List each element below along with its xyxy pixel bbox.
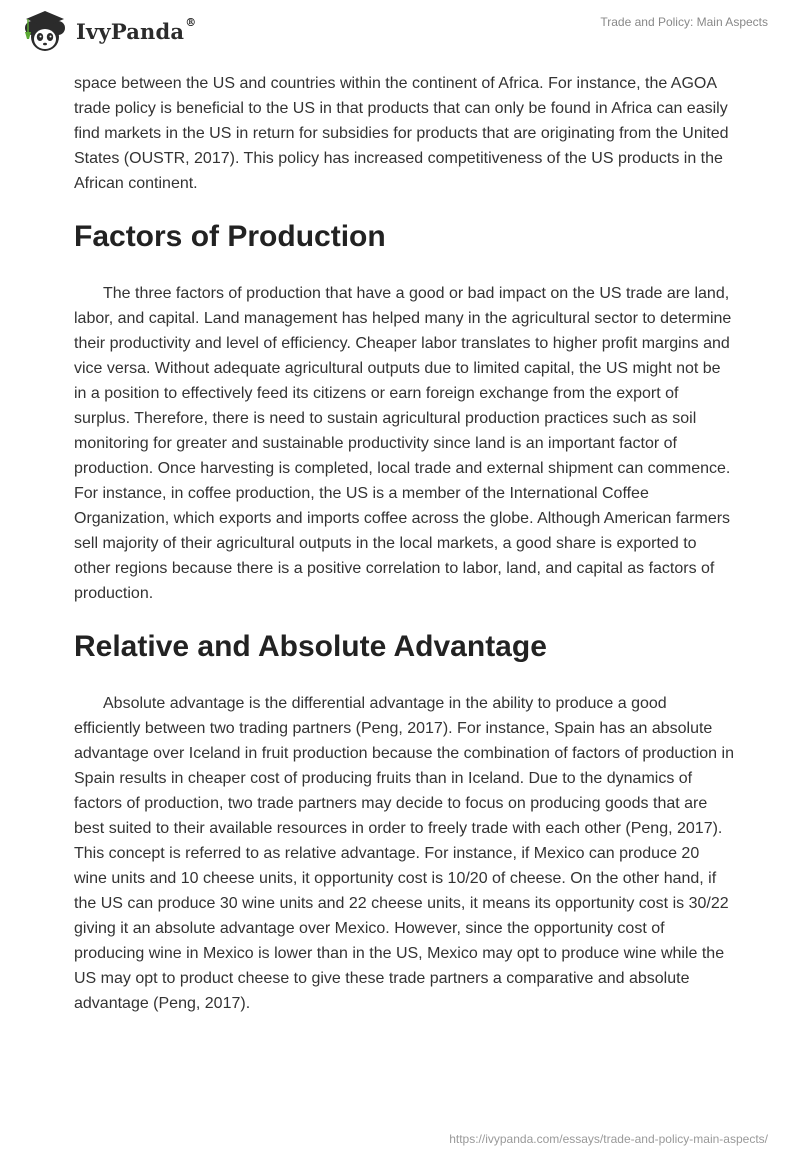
section-paragraph-factors-of-production: The three factors of production that have a good or bad impact on the US trade are land, labor, and capital. Land management has helped many in the agricultural sector to determine their productivity and level of efficiency. Cheaper labor translates to higher profit margins and vice versa. Without adequate agricultural outputs due to limited capital, the US might not be in a position to effectively feed its citizens or earn foreign exchange from the export of surplus. Therefore, there is need to sustain agricultural production practices such as soil monitoring for greater and sustainable productivity since land is an important factor of production. Once harvesting is completed, local trade and external shipment can commence. For instance, in coffee production, the US is a member of the International Coffee Organization, which exports and imports coffee across the globe. Although American farmers sell majority of their agricultural outputs in the local markets, a good share is exported to other regions because there is a positive correlation to labor, land, and capital as factors of production. bbox=[74, 285, 732, 602]
section-heading-relative-absolute-advantage: Relative and Absolute Advantage bbox=[74, 630, 547, 663]
page-header bbox=[0, 0, 800, 70]
ivypanda-logo[interactable] bbox=[14, 8, 196, 54]
panda-graduate-logo-icon bbox=[14, 8, 72, 54]
document-title: Trade and Policy: Main Aspects bbox=[600, 15, 768, 29]
section-heading-factors-of-production: Factors of Production bbox=[74, 220, 386, 253]
source-url-link[interactable]: https://ivypanda.com/essays/trade-and-policy-main-aspects/ bbox=[449, 1132, 768, 1146]
intro-paragraph: space between the US and countries within the continent of Africa. For instance, the AGOA trade policy is beneficial to the US in that products that can only be found in Africa can easily find markets in the US in return for subsidies for products that are originating from the United States (OUSTR, 2017). This policy has increased competitiveness of the US products in the African continent. bbox=[74, 75, 729, 192]
brand-name: IvyPanda® bbox=[76, 15, 197, 44]
section-paragraph-relative-absolute-advantage: Absolute advantage is the differential advantage in the ability to produce a good efficiently between two trading partners (Peng, 2017). For instance, Spain has an absolute advantage over Iceland in fruit production because the combination of factors of production in Spain results in cheaper cost of producing fruits than in Iceland. Due to the dynamics of factors of production, two trade partners may decide to focus on producing goods that are best suited to their available resources in order to freely trade with each other (Peng, 2017). This concept is referred to as relative advantage. For instance, if Mexico can produce 20 wine units and 10 cheese units, it opportunity cost is 10/20 of cheese. On the other hand, if the US can produce 30 wine units and 22 cheese units, it means its opportunity cost is 30/22 giving it an absolute advantage over Mexico. However, since the opportunity cost of producing wine in Mexico is lower than in the US, Mexico may opt to produce wine while the US may opt to product cheese to give these trade partners a comparative and absolute advantage (Peng, 2017). bbox=[74, 695, 734, 1012]
article-content bbox=[74, 71, 734, 1016]
